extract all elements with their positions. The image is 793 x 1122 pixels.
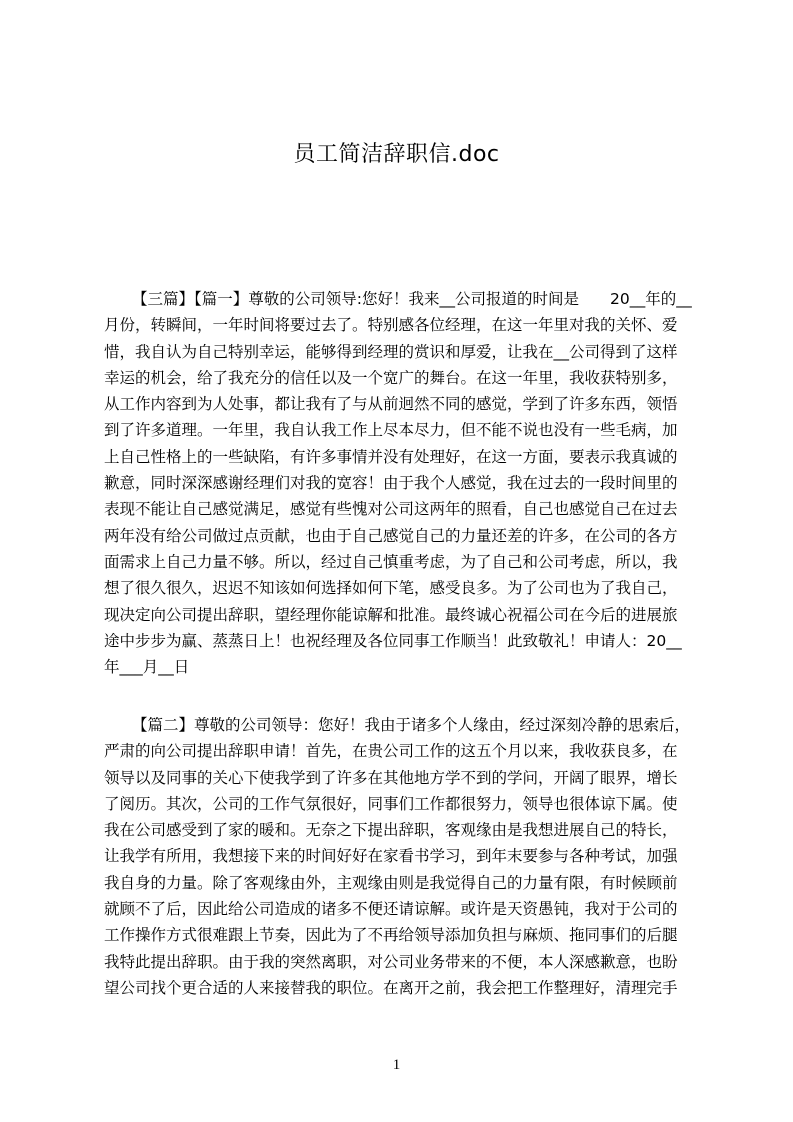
text-line: 让我学有所用，我想接下来的时间好好在家看书学习，到年末要参与各种考试，加强 — [104, 847, 678, 866]
text-line: 从工作内容到为人处事，都让我有了与从前迥然不同的感觉，学到了许多东西，领悟 — [104, 395, 678, 414]
text-line: 幸运的机会，给了我充分的信任以及一个宽广的舞台。在这一年里，我收获特别多， — [104, 368, 678, 387]
text-line: 领导以及同事的关心下使我学到了许多在其他地方学不到的学问，开阔了眼界，增长 — [104, 768, 678, 787]
text-line: 【篇二】尊敬的公司领导：您好！我由于诸多个人缘由，经过深刻冷静的思索后， — [132, 716, 691, 734]
text-line: 到了许多道理。一年里，我自认我工作上尽本尽力，但不能不说也没有一些毛病，加 — [104, 421, 678, 440]
paragraph-1 — [104, 286, 701, 680]
text-line: 月份，转瞬间，一年时间将要过去了。特别感各位经理，在这一年里对我的关怀、爱 — [104, 316, 678, 335]
document-title: 员工简洁辞职信.doc — [293, 142, 500, 167]
text-line: 现决定向公司提出辞职，望经理你能谅解和批准。最终诚心祝福公司在今后的进展旅 — [104, 605, 678, 624]
text-line: 了阅历。其次，公司的工作气氛很好，同事们工作都很努力，领导也很体谅下属。使 — [104, 794, 678, 813]
text-line: 想了很久很久，迟迟不知该如何选择如何下笔，感受良多。为了公司也为了我自己， — [104, 579, 678, 598]
text-line: 工作操作方式很难跟上节奏，因此为了不再给领导添加负担与麻烦、拖同事们的后腿 — [104, 926, 678, 945]
text-line: 严肃的向公司提出辞职申请！首先，在贵公司工作的这五个月以来，我收获良多，在 — [104, 742, 678, 761]
page-number: 1 — [392, 1057, 401, 1073]
text-line: 【三篇】【篇一】尊敬的公司领导:您好！我来__公司报道的时间是 20__年的__ — [132, 290, 692, 308]
paragraph-2 — [104, 712, 701, 1001]
text-line: 途中步步为赢、蒸蒸日上！也祝经理及各位同事工作顺当！此致敬礼！申请人：20__ — [104, 631, 682, 650]
text-line: 表现不能让自己感觉满足，感觉有些愧对公司这两年的照看，自己也感觉自己在过去 — [104, 500, 678, 519]
text-line: 两年没有给公司做过点贡献，也由于自己感觉自己的力量还差的许多，在公司的各方 — [104, 526, 678, 545]
text-line: 我在公司感受到了家的暖和。无奈之下提出辞职，客观缘由是我想进展自己的特长， — [104, 821, 678, 840]
text-line: 面需求上自己力量不够。所以，经过自己慎重考虑，为了自己和公司考虑，所以，我 — [104, 552, 678, 571]
text-line: 我特此提出辞职。由于我的突然离职，对公司业务带来的不便，本人深感歉意，也盼 — [104, 952, 678, 971]
text-line: 我自身的力量。除了客观缘由外，主观缘由则是我觉得自己的力量有限，有时候顾前 — [104, 873, 678, 892]
text-line: 歉意，同时深深感谢经理们对我的宽容！由于我个人感觉，我在过去的一段时间里的 — [104, 474, 678, 493]
text-line: 上自己性格上的一些缺陷，有许多事情并没有处理好，在这一方面，要表示我真诚的 — [104, 447, 678, 466]
text-line: 就顾不了后，因此给公司造成的诸多不便还请谅解。或许是天资愚钝，我对于公司的 — [104, 900, 678, 919]
text-line: 年___月__日 — [104, 658, 190, 677]
text-line: 惜，我自认为自己特别幸运，能够得到经理的赏识和厚爱，让我在__公司得到了这样 — [104, 342, 678, 361]
text-line: 望公司找个更合适的人来接替我的职位。在离开之前，我会把工作整理好，清理完手 — [104, 978, 678, 997]
